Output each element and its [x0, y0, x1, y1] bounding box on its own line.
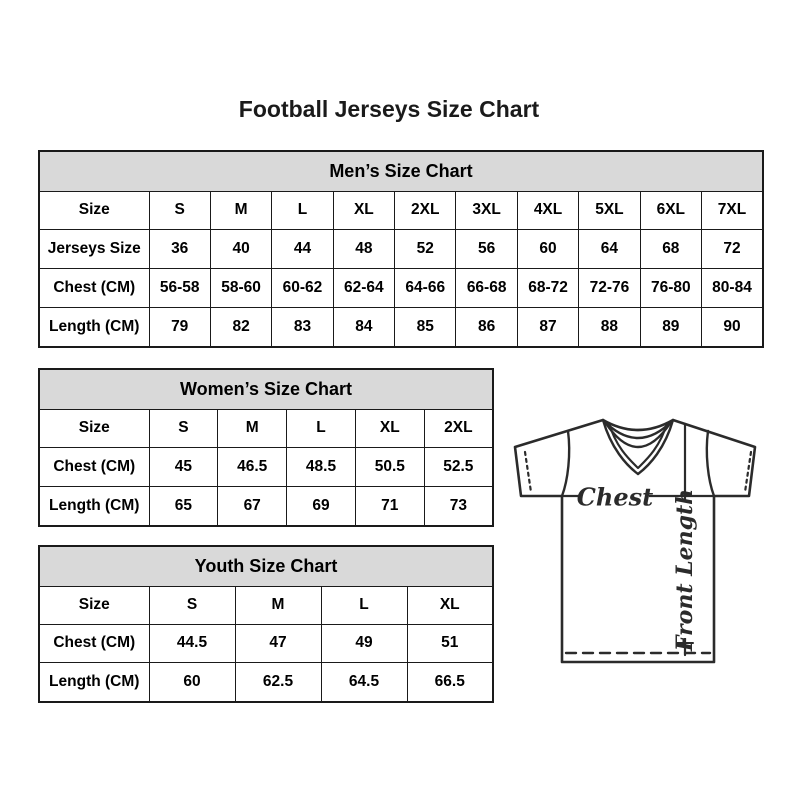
row-label: Length (CM)	[39, 307, 149, 347]
table-row	[39, 191, 763, 230]
table-row	[39, 624, 493, 662]
table-cell: 60	[149, 663, 235, 702]
table-cell: 56	[456, 230, 517, 269]
jersey-measurement-diagram	[505, 412, 769, 670]
row-label: Size	[39, 191, 149, 230]
table-cell: 49	[321, 624, 407, 662]
table-cell: XL	[355, 409, 424, 448]
table-cell: XL	[333, 191, 394, 230]
table-cell: 82	[210, 307, 271, 347]
mens-section-title: Men’s Size Chart	[39, 151, 763, 191]
table-cell: 79	[149, 307, 210, 347]
table-cell: 4XL	[517, 191, 578, 230]
table-cell: L	[321, 586, 407, 624]
table-cell: 56-58	[149, 268, 210, 307]
table-cell: 50.5	[355, 448, 424, 487]
table-cell: 84	[333, 307, 394, 347]
row-label: Chest (CM)	[39, 624, 149, 662]
table-cell: 5XL	[579, 191, 640, 230]
table-cell: 6XL	[640, 191, 701, 230]
table-cell: 3XL	[456, 191, 517, 230]
table-cell: 72-76	[579, 268, 640, 307]
row-label: Length (CM)	[39, 663, 149, 702]
table-cell: M	[235, 586, 321, 624]
table-cell: 2XL	[395, 191, 456, 230]
front-length-label: Front Length	[672, 488, 698, 652]
table-cell: 52.5	[424, 448, 493, 487]
table-cell: S	[149, 409, 218, 448]
table-cell: 48.5	[287, 448, 356, 487]
table-cell: 85	[395, 307, 456, 347]
womens-section-title: Women’s Size Chart	[39, 369, 493, 409]
table-cell: 7XL	[702, 191, 763, 230]
table-cell: 89	[640, 307, 701, 347]
table-cell: 48	[333, 230, 394, 269]
table-cell: M	[210, 191, 271, 230]
womens-size-chart-table	[38, 368, 494, 527]
youth-section-title: Youth Size Chart	[39, 546, 493, 586]
table-cell: 60	[517, 230, 578, 269]
table-cell: 66-68	[456, 268, 517, 307]
table-cell: 36	[149, 230, 210, 269]
table-cell: 83	[272, 307, 333, 347]
table-cell: 46.5	[218, 448, 287, 487]
table-cell: 65	[149, 486, 218, 526]
table-cell: 44.5	[149, 624, 235, 662]
table-cell: L	[287, 409, 356, 448]
table-cell: S	[149, 191, 210, 230]
row-label: Length (CM)	[39, 486, 149, 526]
page-title: Football Jerseys Size Chart	[238, 96, 540, 122]
table-cell: 68-72	[517, 268, 578, 307]
row-label: Chest (CM)	[39, 448, 149, 487]
table-cell: 44	[272, 230, 333, 269]
table-cell: 66.5	[407, 663, 493, 702]
table-row	[39, 448, 493, 487]
table-cell: 72	[702, 230, 763, 269]
table-row	[39, 486, 493, 526]
table-cell: 51	[407, 624, 493, 662]
table-cell: 88	[579, 307, 640, 347]
table-cell: 64	[579, 230, 640, 269]
table-cell: 47	[235, 624, 321, 662]
table-cell: 69	[287, 486, 356, 526]
table-cell: 64-66	[395, 268, 456, 307]
table-cell: 86	[456, 307, 517, 347]
row-label: Size	[39, 409, 149, 448]
table-row	[39, 546, 493, 586]
table-cell: 40	[210, 230, 271, 269]
table-cell: 80-84	[702, 268, 763, 307]
mens-size-chart-table	[38, 150, 764, 348]
row-label: Chest (CM)	[39, 268, 149, 307]
table-row	[39, 230, 763, 269]
table-cell: 68	[640, 230, 701, 269]
chest-label: Chest	[576, 482, 654, 512]
table-cell: 67	[218, 486, 287, 526]
table-cell: 73	[424, 486, 493, 526]
jersey-outline	[515, 420, 755, 662]
table-cell: 60-62	[272, 268, 333, 307]
table-cell: 87	[517, 307, 578, 347]
table-row	[39, 663, 493, 702]
table-row	[39, 369, 493, 409]
table-cell: M	[218, 409, 287, 448]
table-cell: 58-60	[210, 268, 271, 307]
row-label: Jerseys Size	[39, 230, 149, 269]
table-cell: 45	[149, 448, 218, 487]
table-cell: 62-64	[333, 268, 394, 307]
table-cell: 71	[355, 486, 424, 526]
table-cell: 62.5	[235, 663, 321, 702]
table-cell: S	[149, 586, 235, 624]
table-cell: 90	[702, 307, 763, 347]
table-cell: 52	[395, 230, 456, 269]
table-row	[39, 586, 493, 624]
table-cell: 64.5	[321, 663, 407, 702]
table-cell: XL	[407, 586, 493, 624]
row-label: Size	[39, 586, 149, 624]
table-row	[39, 307, 763, 347]
table-row	[39, 151, 763, 191]
youth-size-chart-table	[38, 545, 494, 703]
table-row	[39, 409, 493, 448]
table-row	[39, 268, 763, 307]
table-cell: 76-80	[640, 268, 701, 307]
table-cell: 2XL	[424, 409, 493, 448]
table-cell: L	[272, 191, 333, 230]
